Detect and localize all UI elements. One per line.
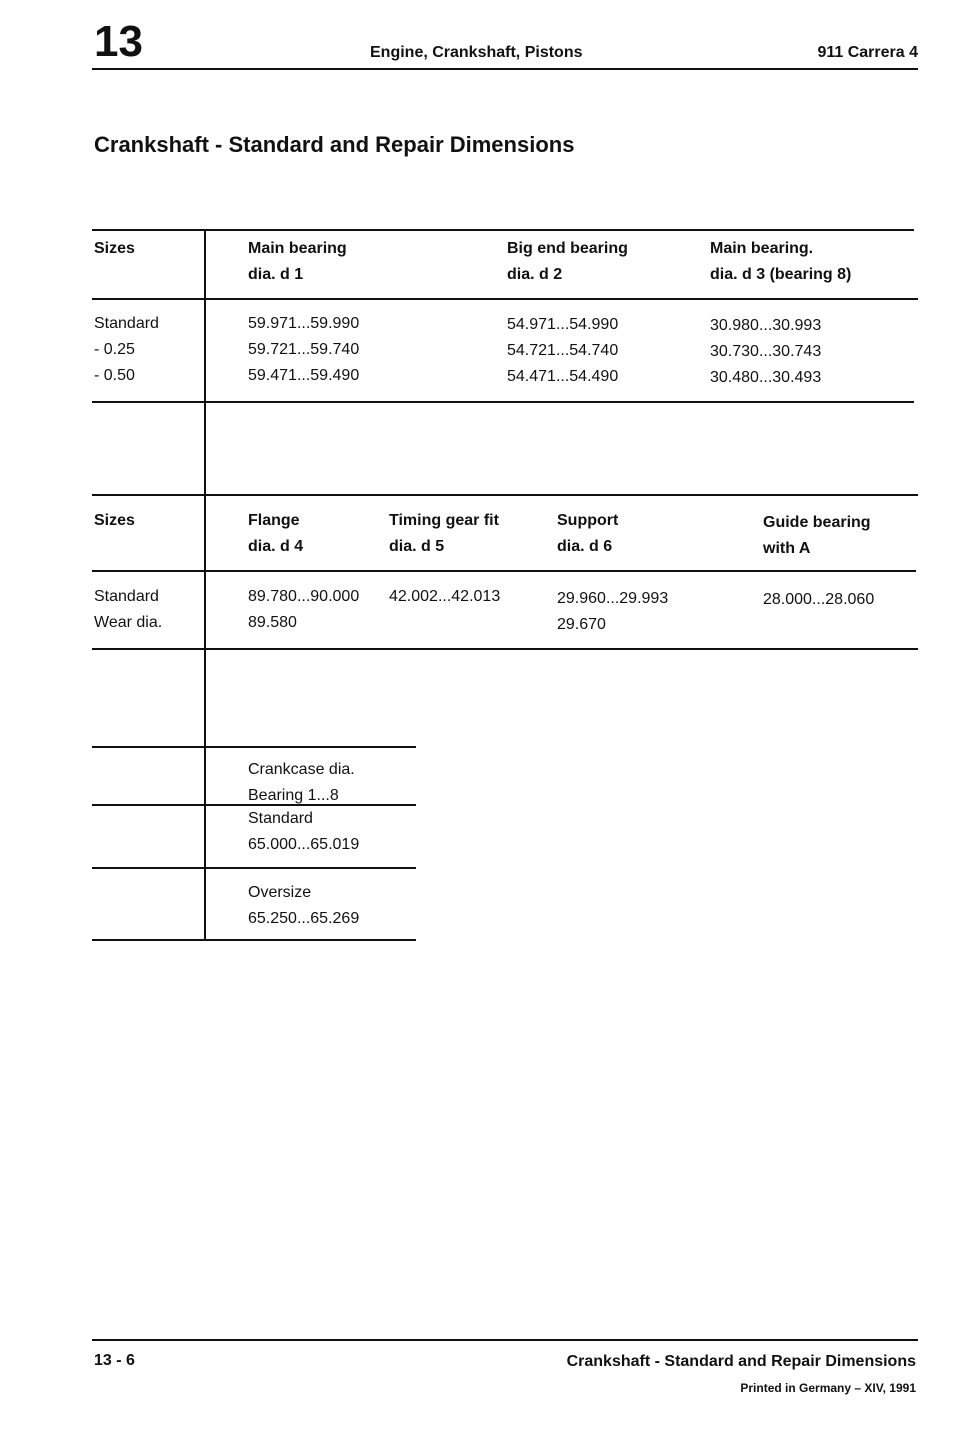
table-cell: Standard — [94, 588, 159, 605]
table-cell: 59.971...59.990 — [248, 315, 360, 332]
table1-big-end-header: Big end bearing dia. d 2 — [507, 240, 628, 283]
table1-header-rule — [92, 298, 918, 300]
table-cell: 29.670 — [557, 616, 606, 633]
table2-top-rule — [92, 494, 918, 496]
table-cell: 29.960...29.993 — [557, 590, 669, 607]
table2-d6-column — [557, 586, 668, 638]
table2-sizes-header: Sizes — [94, 512, 135, 529]
table1-column-divider — [204, 229, 206, 495]
footer-rule — [92, 1339, 918, 1341]
table-cell: 65.000...65.019 — [248, 836, 360, 853]
table-cell: 54.471...54.490 — [507, 368, 619, 385]
table2-flange-header: Flange dia. d 4 — [248, 512, 304, 555]
table2-guide-bearing-header: Guide bearing with A — [763, 514, 871, 557]
table-cell: 59.471...59.490 — [248, 367, 360, 384]
table3-rule-3 — [92, 867, 416, 869]
table-cell: 42.002...42.013 — [389, 588, 501, 605]
table-cell: 28.000...28.060 — [763, 591, 875, 608]
table1-sizes-column — [94, 311, 159, 389]
table2-a-column — [763, 587, 874, 613]
table3-oversize: Oversize 65.250...65.269 — [248, 880, 359, 932]
table1-d3-column — [710, 313, 821, 391]
table-cell: 89.580 — [248, 614, 297, 631]
table3-standard: Standard 65.000...65.019 — [248, 806, 359, 858]
chapter-number: 13 — [94, 17, 143, 66]
table-cell: 89.780...90.000 — [248, 588, 360, 605]
table2-timing-gear-header: Timing gear fit dia. d 5 — [389, 512, 499, 555]
table-cell: Standard — [94, 315, 159, 332]
table2-sizes-column — [94, 584, 162, 636]
table-cell: - 0.25 — [94, 341, 135, 358]
page-number: 13 - 6 — [94, 1352, 135, 1369]
table2-header-rule — [92, 570, 916, 572]
table1-d1-column — [248, 311, 359, 389]
printed-note: Printed in Germany – XIV, 1991 — [740, 1381, 916, 1395]
table3-top-rule — [92, 746, 416, 748]
table-cell: 54.721...54.740 — [507, 342, 619, 359]
table3-heading: Crankcase dia. Bearing 1...8 — [248, 761, 355, 804]
table2-support-header: Support dia. d 6 — [557, 512, 619, 555]
table1-top-rule — [92, 229, 914, 231]
table-cell: - 0.50 — [94, 367, 135, 384]
table-cell: 30.980...30.993 — [710, 317, 822, 334]
table1-main-bearing-header: Main bearing dia. d 1 — [248, 240, 347, 283]
table-cell: Wear dia. — [94, 614, 163, 631]
table-cell: 65.250...65.269 — [248, 910, 360, 927]
header-rule — [92, 68, 918, 70]
table1-bottom-rule — [92, 401, 914, 403]
table2-d4-column — [248, 584, 359, 636]
page-title: Crankshaft - Standard and Repair Dimensions — [94, 132, 575, 157]
table1-sizes-header: Sizes — [94, 240, 135, 257]
table3-bottom-rule — [92, 939, 416, 941]
footer-title: Crankshaft - Standard and Repair Dimensions — [566, 1353, 916, 1370]
table2-column-divider — [204, 494, 206, 940]
table-cell: 30.480...30.493 — [710, 369, 822, 386]
table2-d5-column — [389, 584, 500, 610]
section-title: Engine, Crankshaft, Pistons — [370, 44, 583, 61]
table-cell: 30.730...30.743 — [710, 343, 822, 360]
table-cell: 59.721...59.740 — [248, 341, 360, 358]
table2-bottom-rule — [92, 648, 918, 650]
model-name: 911 Carrera 4 — [817, 44, 918, 61]
table1-main-bearing8-header: Main bearing. dia. d 3 (bearing 8) — [710, 240, 852, 283]
table1-d2-column — [507, 312, 618, 390]
table-cell: 54.971...54.990 — [507, 316, 619, 333]
